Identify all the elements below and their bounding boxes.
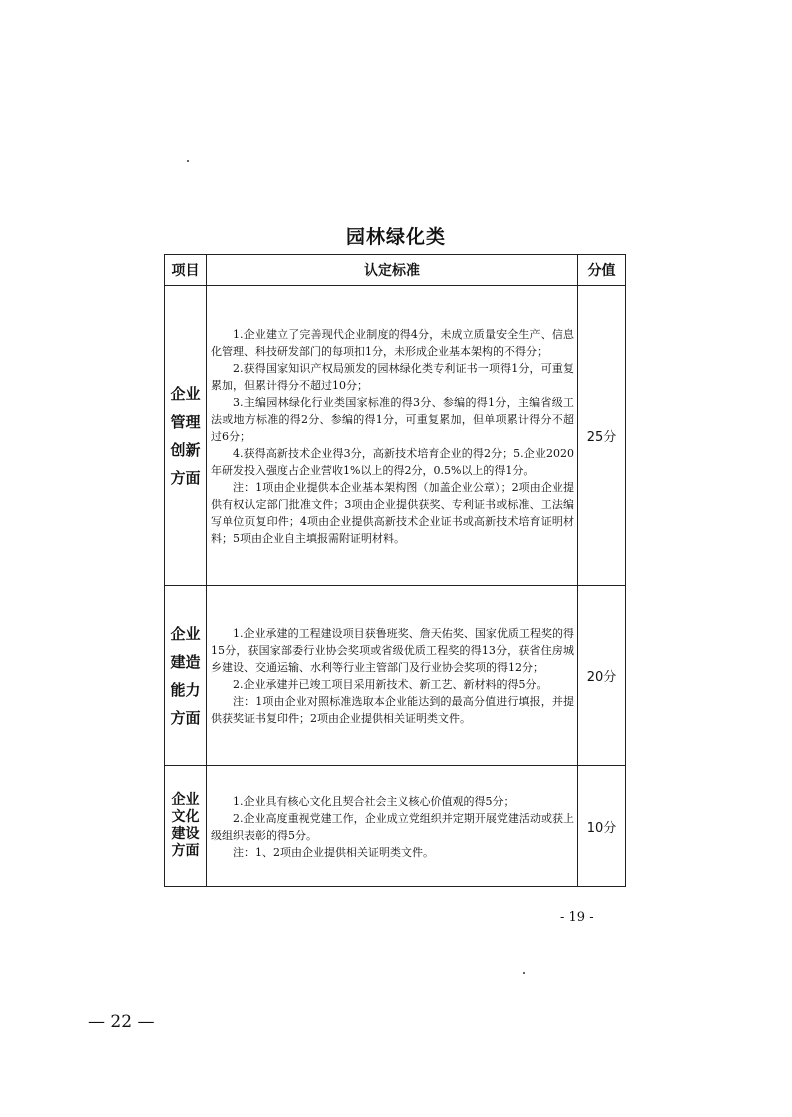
item-label-line: 企业: [170, 384, 201, 403]
table-row: [165, 586, 626, 766]
standard-cell: [207, 286, 578, 586]
item-label-line: 能力: [170, 680, 201, 699]
table-header-row: [165, 255, 626, 286]
score-cell: 10分: [578, 766, 626, 887]
scan-speck: [187, 160, 189, 162]
item-label-line: 企业: [170, 624, 201, 643]
item-label-line: 方面: [170, 468, 201, 487]
item-label-line: 文化: [171, 809, 200, 825]
item-cell: [165, 766, 207, 887]
standard-paragraph: 2.企业承建并已竣工项目采用新技术、新工艺、新材料的得5分。: [233, 678, 548, 691]
page-number-inner: - 19 -: [560, 910, 594, 925]
item-label-line: 管理: [170, 412, 201, 431]
header-score: 分值: [578, 255, 626, 286]
item-label-line: 建设: [171, 826, 200, 842]
standard-paragraph: 2.获得国家知识产权局颁发的园林绿化类专利证书一项得1分，可重复累加，但累计得分不超过10分；: [211, 361, 574, 392]
score-cell: 25分: [578, 286, 626, 586]
criteria-table: [164, 254, 626, 887]
standard-paragraph: 1.企业承建的工程建设项目获鲁班奖、詹天佑奖、国家优质工程奖的得15分，获国家部委行业协会奖项或省级优质工程奖的得13分，获省住房城乡建设、交通运输、水利等行业主管部门及行业协会奖项的得12分；: [211, 627, 574, 674]
standard-paragraph: 4.获得高新技术企业得3分，高新技术培育企业的得2分；5.企业2020年研发投入强度占企业营收1%以上的得2分，0.5%以上的得1分。: [211, 446, 574, 477]
item-label-line: 方面: [171, 843, 200, 859]
standard-note: 注：1项由企业提供本企业基本架构图（加盖企业公章）；2项由企业提供有权认定部门批准文件；3项由企业提供获奖、专利证书或标准、工法编写单位页复印件；4项由企业提供高新技术企业证书或高新技术培育证明材料；5项由企业自主填报需附证明材料。: [211, 480, 574, 545]
table-row: [165, 286, 626, 586]
header-item: 项目: [165, 255, 207, 286]
standard-cell: [207, 766, 578, 887]
table-row: [165, 766, 626, 887]
standard-note: 注：1项由企业对照标准选取本企业能达到的最高分值进行填报，并提供获奖证书复印件；2项由企业提供相关证明类文件。: [211, 695, 574, 725]
standard-paragraph: 1.企业建立了完善现代企业制度的得4分，未成立质量安全生产、信息化管理、科技研发部门的每项扣1分，未形成企业基本架构的不得分；: [211, 327, 574, 358]
standard-cell: [207, 586, 578, 766]
standard-paragraph: 2.企业高度重视党建工作，企业成立党组织并定期开展党建活动或获上级组织表彰的得5分。: [211, 811, 574, 842]
item-label-line: 建造: [170, 652, 201, 671]
scan-speck: [523, 972, 525, 974]
score-cell: 20分: [578, 586, 626, 766]
item-label-line: 创新: [170, 440, 201, 459]
document-title: 园林绿化类: [345, 226, 446, 248]
item-cell: [165, 586, 207, 766]
standard-paragraph: 1.企业具有核心文化且契合社会主义核心价值观的得5分；: [233, 794, 515, 808]
header-standard: 认定标准: [207, 255, 578, 286]
standard-paragraph: 3.主编园林绿化行业类国家标准的得3分、参编的得1分，主编省级工法或地方标准的得2分、参编的得1分，可重复累加，但单项累计得分不超过6分；: [211, 395, 574, 443]
item-cell: [165, 286, 207, 586]
page-number-outer: — 22 —: [88, 1012, 155, 1032]
standard-note: 注：1、2项由企业提供相关证明类文件。: [233, 845, 434, 859]
item-label-line: 方面: [170, 708, 201, 727]
item-label-line: 企业: [171, 792, 200, 808]
